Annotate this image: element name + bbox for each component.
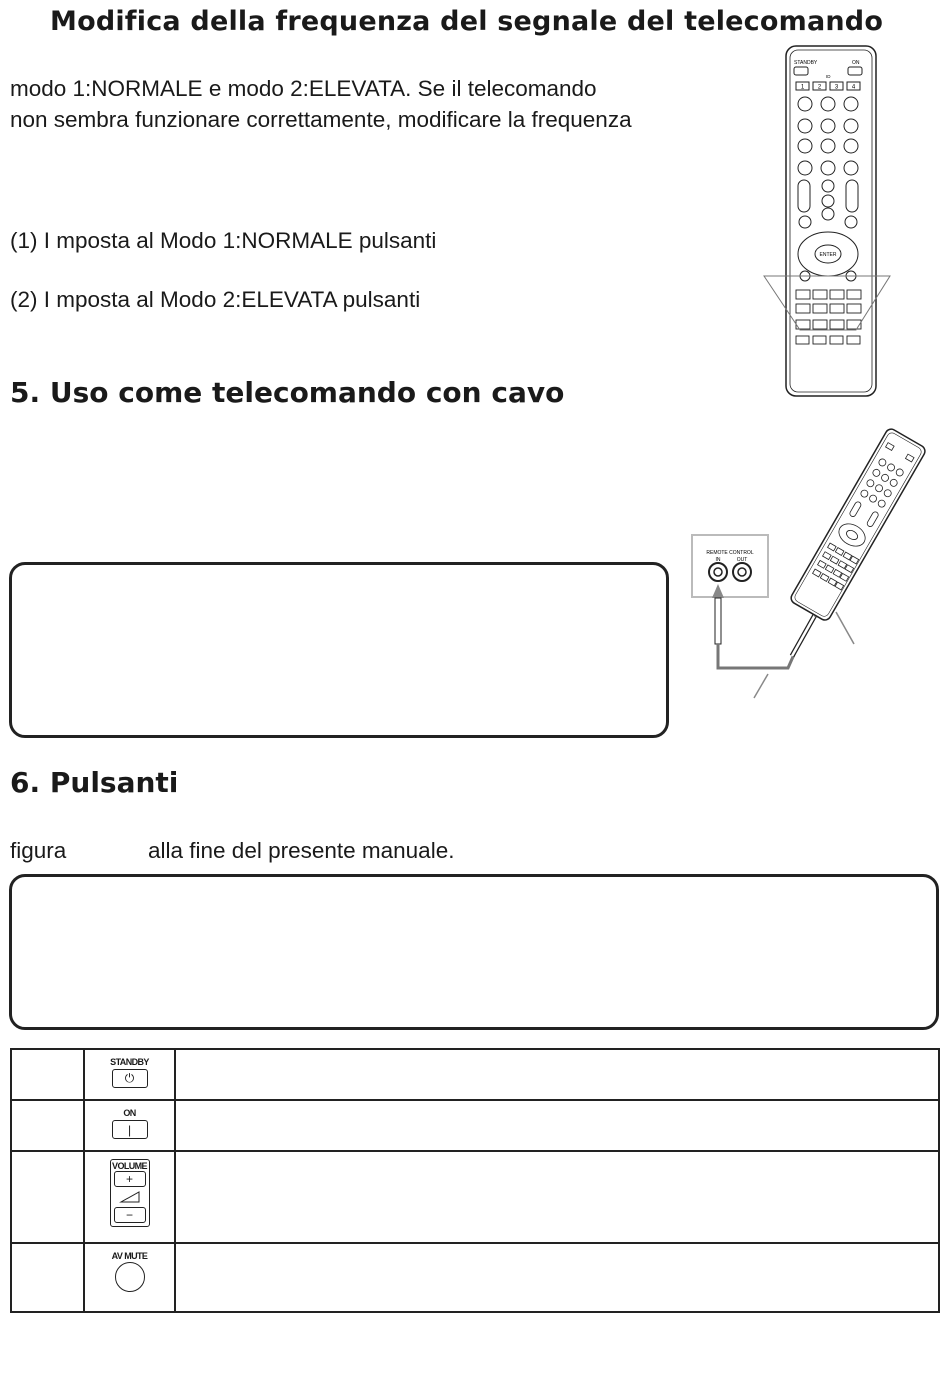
description-cell (175, 1243, 939, 1312)
description-cell (175, 1151, 939, 1243)
intro-line-1: modo 1:NORMALE e modo 2:ELEVATA. Se il telecomando (10, 76, 597, 101)
volume-ramp-icon (111, 1187, 149, 1207)
button-icon-cell (84, 1243, 175, 1312)
av-mute-button-icon (115, 1262, 145, 1292)
wired-out-label: OUT (736, 557, 748, 563)
note-box-wired (9, 562, 669, 738)
step-2: (2) I mposta al Modo 2:ELEVATA pulsanti (10, 287, 421, 312)
on-button-icon (112, 1120, 148, 1139)
av-mute-label: AV MUTE (111, 1251, 148, 1261)
row-number-cell (11, 1100, 84, 1151)
wired-remote-illustration (688, 422, 950, 712)
row-number-cell (11, 1049, 84, 1100)
standby-button-icon (112, 1069, 148, 1088)
wired-in-label: IN (715, 557, 721, 563)
row-number-cell (11, 1151, 84, 1243)
remote-standby-label: STANDBY (794, 60, 818, 66)
description-cell (175, 1049, 939, 1100)
section-5-heading: 5. Uso come telecomando con cavo (10, 376, 565, 409)
standby-label: STANDBY (110, 1057, 149, 1067)
remote-id-key-1: 1 (800, 84, 805, 91)
button-table (10, 1048, 940, 1313)
table-row (11, 1049, 939, 1100)
remote-id-key-3: 3 (834, 84, 839, 91)
volume-button-group (110, 1159, 150, 1227)
power-icon: ⏻ (124, 1071, 135, 1085)
button-icon-cell (84, 1100, 175, 1151)
minus-icon: − (125, 1208, 133, 1222)
remote-on-label: ON (852, 60, 860, 66)
table-row (11, 1151, 939, 1243)
remote-control-illustration (760, 44, 900, 404)
figura-rest: alla fine del presente manuale. (148, 838, 455, 863)
wired-panel-title: REMOTE CONTROL (706, 550, 754, 556)
page-title: Modifica della frequenza del segnale del telecomando (50, 6, 884, 37)
step-1: (1) I mposta al Modo 1:NORMALE pulsanti (10, 228, 437, 253)
intro-line-2: non sembra funzionare correttamente, modificare la frequenza (10, 107, 632, 132)
on-bar-icon: | (127, 1122, 132, 1137)
remote-id-key-4: 4 (851, 84, 856, 91)
remote-id-key-2: 2 (817, 84, 822, 91)
remote-id-label: ID (826, 74, 831, 79)
note-box-buttons (9, 874, 939, 1030)
row-number-cell (11, 1243, 84, 1312)
table-row (11, 1100, 939, 1151)
button-icon-cell (84, 1049, 175, 1100)
on-label: ON (123, 1108, 136, 1118)
plus-icon: + (125, 1172, 133, 1186)
table-row (11, 1243, 939, 1312)
remote-enter-label: ENTER (819, 252, 837, 258)
volume-label: VOLUME (112, 1161, 147, 1171)
volume-minus-icon (114, 1207, 146, 1223)
volume-plus-icon (114, 1171, 146, 1187)
button-icon-cell (84, 1151, 175, 1243)
description-cell (175, 1100, 939, 1151)
section-6-heading: 6. Pulsanti (10, 766, 179, 799)
figura-word: figura (10, 838, 67, 863)
